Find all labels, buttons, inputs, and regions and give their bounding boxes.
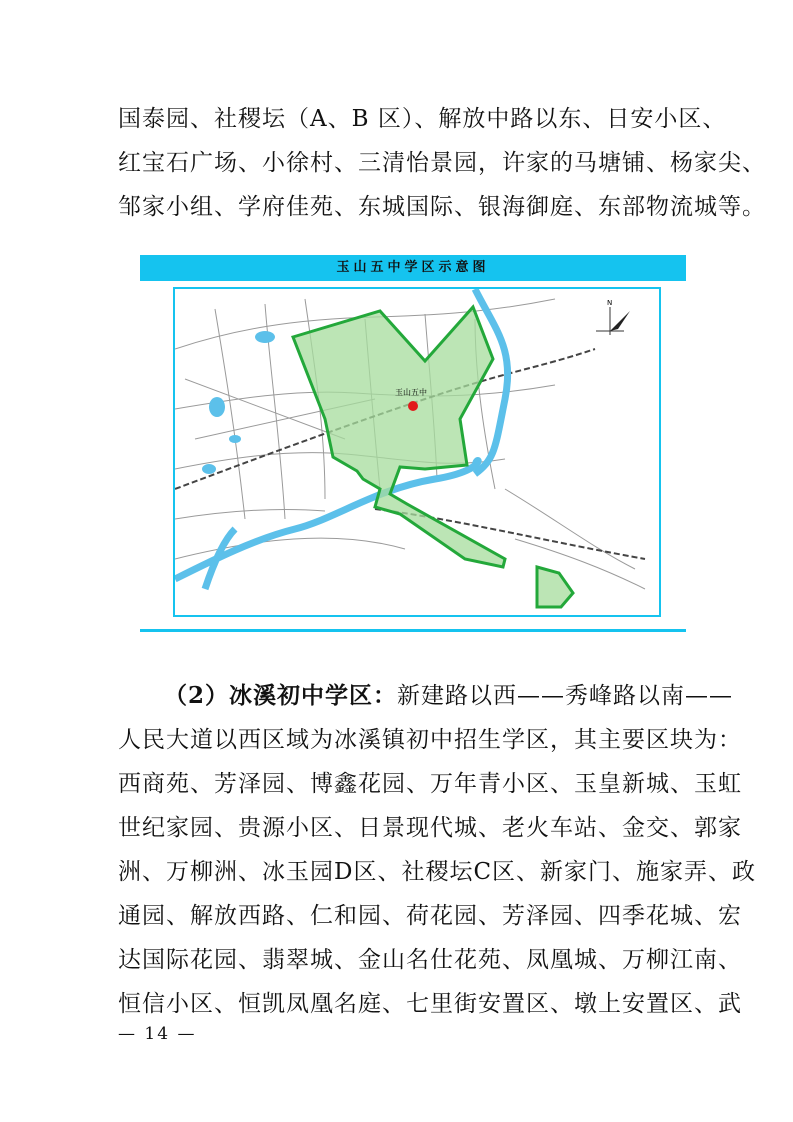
map-title: 玉山五中学区示意图: [336, 260, 490, 275]
school-district-zone: [293, 307, 573, 607]
text-line: 通园、解放西路、仁和园、荷花园、芳泽园、四季花城、宏: [118, 903, 742, 929]
text-span: 新建路以西——秀峰路以南——: [397, 683, 734, 709]
text-line: [118, 674, 734, 718]
text-line: 人民大道以西区域为冰溪镇初中招生学区，其主要区块为：: [118, 727, 742, 753]
text-line: 世纪家园、贵源小区、日景现代城、老火车站、金交、郭家: [118, 815, 742, 841]
school-label: 玉山五中: [395, 388, 427, 397]
north-arrow-icon: [596, 299, 630, 335]
school-marker: [408, 401, 418, 411]
map-frame: [173, 287, 661, 617]
text-line: 邹家小组、学府佳苑、东城国际、银海御庭、东部物流城等。: [118, 194, 766, 220]
paragraph-intro: [118, 97, 766, 229]
lakes: [202, 331, 275, 474]
text-line: 洲、万柳洲、冰玉园D区、社稷坛C区、新家门、施家弄、政: [118, 859, 757, 885]
section-heading: 冰溪初中学区：: [229, 682, 398, 709]
text-line: 国泰园、社稷坛（A、B 区）、解放中路以东、日安小区、: [118, 106, 727, 132]
district-map-figure: [140, 255, 686, 633]
text-line: 达国际花园、翡翠城、金山名仕花苑、凤凰城、万柳江南、: [118, 947, 742, 973]
text-line: 西商苑、芳泽园、博鑫花园、万年青小区、玉皇新城、玉虹: [118, 771, 742, 797]
map-bottom-rule: [140, 629, 686, 632]
district-map: [175, 289, 659, 615]
text-line: 恒信小区、恒凯凤凰名庭、七里街安置区、墩上安置区、武: [118, 991, 742, 1017]
page-number: — 14 —: [118, 1024, 197, 1044]
section-number: （2）: [164, 682, 230, 709]
paragraph-district: [118, 674, 757, 1026]
svg-text:N: N: [607, 299, 613, 307]
text-line: 红宝石广场、小徐村、三清怡景园，许家的马塘铺、杨家尖、: [118, 150, 766, 176]
